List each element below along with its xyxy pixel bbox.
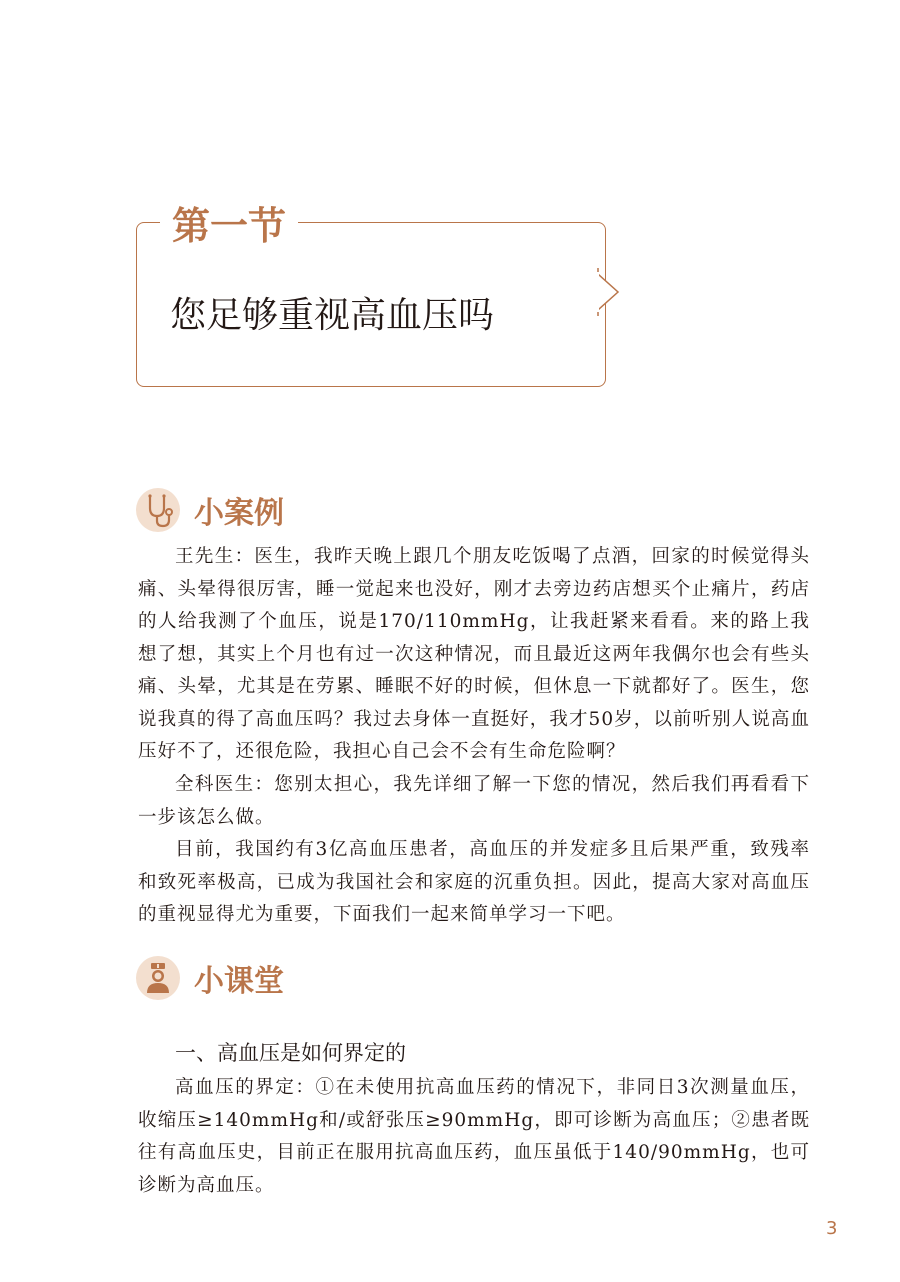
case-paragraph-1: 王先生：医生，我昨天晚上跟几个朋友吃饭喝了点酒，回家的时候觉得头痛、头晕得很厉害，睡一觉起来也没好，刚才去旁边药店想买个止痛片，药店的人给我测了个血压，说是170/110mmHg，让我赶紧来看看。来的路上我想了想，其实上个月也有过一次这种情况，而且最近这两年我偶尔也会有些头痛、头晕，尤其是在劳累、睡眠不好的时候，但休息一下就都好了。医生，您说我真的得了高血压吗？我过去身体一直挺好，我才50岁，以前听别人说高血压好不了，还很危险，我担心自己会不会有生命危险啊？: [138, 546, 810, 762]
stethoscope-icon: [136, 488, 180, 532]
case-paragraph-2: 全科医生：您别太担心，我先详细了解一下您的情况，然后我们再看看下一步该怎么做。: [138, 774, 810, 828]
case-heading-label: 小案例: [194, 496, 284, 531]
lesson-heading-label: 小课堂: [194, 964, 284, 999]
section-frame-notch: [596, 268, 636, 316]
lesson-paragraph: 高血压的界定：①在未使用抗高血压药的情况下，非同日3次测量血压，收缩压≥140mmHg和/或舒张压≥90mmHg，即可诊断为高血压；②患者既往有高血压史，目前正在服用抗高血压药，血压虽低于140/90mmHg，也可诊断为高血压。: [138, 1077, 810, 1196]
lesson-heading: [136, 956, 284, 1000]
section-number: 第一节: [160, 203, 298, 249]
lesson-subheading: 一、高血压是如何界定的: [175, 1041, 406, 1065]
case-heading: [136, 488, 284, 532]
case-paragraph-3: 目前，我国约有3亿高血压患者，高血压的并发症多且后果严重，致残率和致死率极高，已成为我国社会和家庭的沉重负担。因此，提高大家对高血压的重视显得尤为重要，下面我们一起来简单学习一下吧。: [138, 839, 810, 925]
section-title: 您足够重视高血压吗: [170, 295, 495, 336]
nurse-icon: [136, 956, 180, 1000]
page-number: 3: [826, 1218, 838, 1239]
